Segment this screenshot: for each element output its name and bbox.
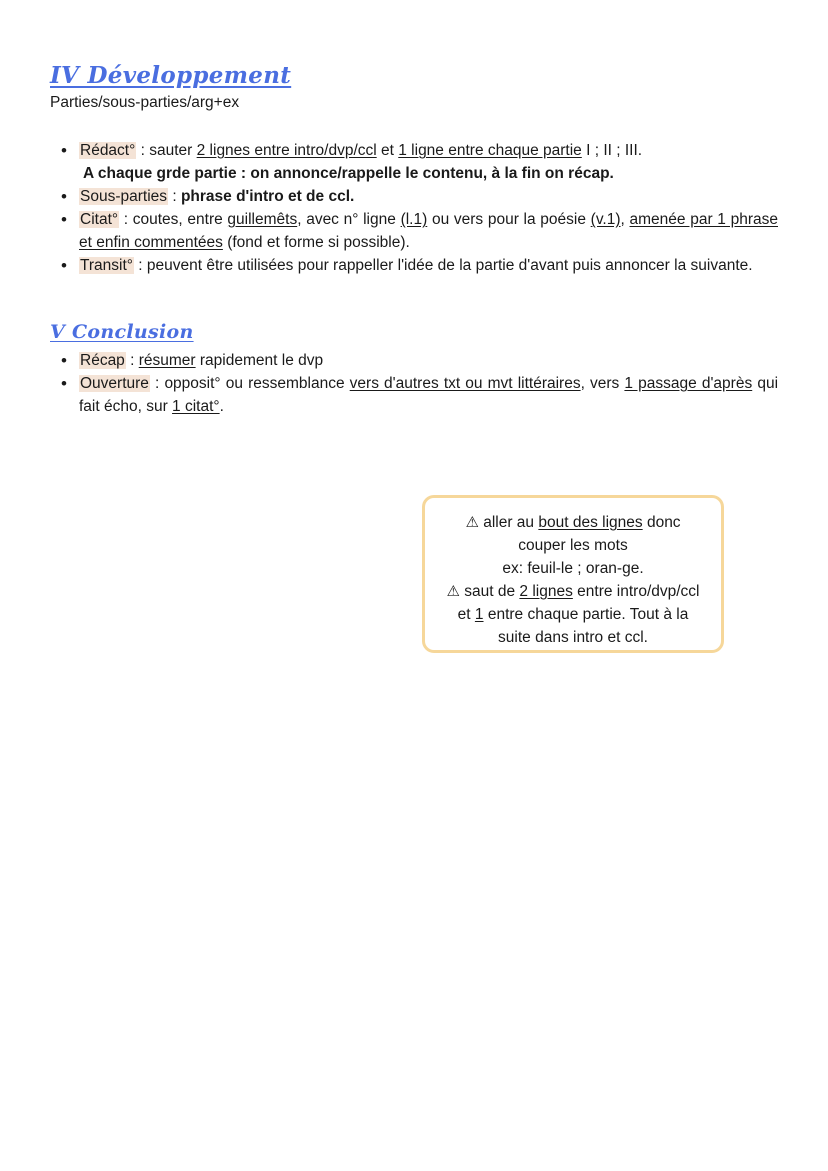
list-item-recap <box>58 349 778 372</box>
tip-line-2: couper les mots <box>518 537 628 554</box>
underlined-text: 2 lignes <box>519 583 573 600</box>
text: , avec n° ligne <box>297 211 401 228</box>
underlined-text: (v.1) <box>590 211 621 228</box>
list-item-ouverture <box>58 372 778 418</box>
text: , vers <box>580 375 625 392</box>
text: entre chaque partie. Tout à la <box>483 606 689 623</box>
text: qui fait écho, sur <box>79 375 779 415</box>
tip-line-3: ex: feuil-le ; oran-ge. <box>502 560 644 577</box>
list-item-citation <box>58 208 778 254</box>
bold-note: A chaque grde partie : on annonce/rappelle le contenu, à la fin on récap. <box>83 165 614 182</box>
underlined-text: 1 passage d'après <box>624 375 753 392</box>
text: : <box>125 352 139 369</box>
underlined-text: résumer <box>138 352 196 369</box>
text: et <box>376 142 399 159</box>
underlined-text: guillemêts <box>227 211 298 228</box>
section-5-heading: V Conclusion <box>50 321 194 343</box>
section-4-heading: IV Développement <box>50 62 292 89</box>
text: aller au <box>483 514 539 531</box>
text: entre intro/dvp/ccl <box>572 583 700 600</box>
tip-line-4 <box>425 580 721 603</box>
text: . <box>219 398 224 415</box>
text: , <box>620 211 630 228</box>
bold-text: phrase d'intro et de ccl. <box>180 188 355 205</box>
term-transition: Transit° <box>80 257 133 274</box>
text: donc <box>642 514 681 531</box>
tip-line-1 <box>425 511 721 534</box>
tip-line-6: suite dans intro et ccl. <box>498 629 648 646</box>
term-recap: Récap <box>80 352 125 369</box>
term-citation: Citat° <box>80 211 119 228</box>
section-5-list <box>58 349 778 418</box>
list-item-redaction <box>58 139 778 185</box>
text: saut de <box>464 583 520 600</box>
section-4-list <box>58 139 778 277</box>
text: ou vers pour la poésie <box>427 211 591 228</box>
list-item-transition <box>58 254 778 277</box>
underlined-text: 1 citat° <box>172 398 220 415</box>
underlined-text: 1 <box>474 606 484 623</box>
text: : <box>168 188 181 205</box>
text: rapidement le dvp <box>195 352 324 369</box>
underlined-text: 2 lignes entre intro/dvp/ccl <box>196 142 377 159</box>
text: : opposit° ou ressemblance <box>149 375 350 392</box>
warning-icon: ⚠ <box>446 583 460 600</box>
text: : peuvent être utilisées pour rappeller l'idée de la partie d'avant puis annoncer la suivante. <box>134 257 753 274</box>
term-sous-parties: Sous-parties <box>80 188 168 205</box>
text: (fond et forme si possible). <box>222 234 410 251</box>
text: I ; II ; III. <box>581 142 643 159</box>
underlined-text: (l.1) <box>400 211 428 228</box>
text: et <box>457 606 475 623</box>
tip-box <box>422 495 724 653</box>
text: : coutes, entre <box>119 211 228 228</box>
underlined-text: bout des lignes <box>538 514 643 531</box>
tip-line-5 <box>425 603 721 626</box>
term-redaction: Rédact° <box>80 142 136 159</box>
underlined-text: 1 ligne entre chaque partie <box>398 142 582 159</box>
underlined-text: amenée par 1 phrase et enfin commentées <box>79 211 778 251</box>
warning-icon: ⚠ <box>465 514 479 531</box>
section-4-subtitle: Parties/sous-parties/arg+ex <box>50 94 240 111</box>
list-item-sous-parties <box>58 185 778 208</box>
underlined-text: vers d'autres txt ou mvt littéraires <box>349 375 581 392</box>
term-ouverture: Ouverture <box>80 375 149 392</box>
text: : sauter <box>136 142 197 159</box>
